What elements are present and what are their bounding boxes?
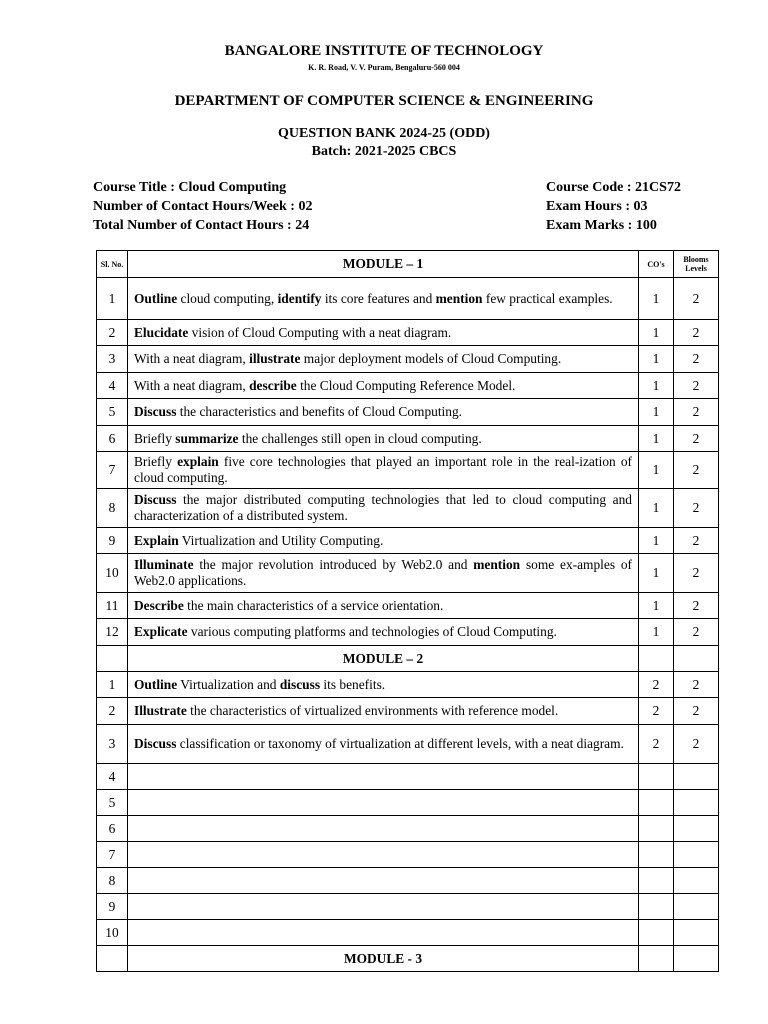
co-value: 1	[639, 373, 674, 399]
question-text-part: the Cloud Computing Reference Model.	[296, 377, 516, 393]
question-number: 6	[97, 816, 128, 842]
question-text	[128, 816, 639, 842]
question-number: 11	[97, 593, 128, 619]
empty-cell	[674, 946, 719, 972]
question-text	[128, 868, 639, 894]
question-number: 10	[97, 920, 128, 946]
question-text-part: With a neat diagram,	[134, 377, 250, 393]
question-number: 7	[97, 452, 128, 489]
question-number: 1	[97, 278, 128, 320]
institute-address: K. R. Road, V. V. Puram, Bengaluru-560 004	[308, 63, 460, 72]
table-row	[97, 894, 719, 920]
question-keyword: identify	[277, 290, 322, 306]
question-text	[128, 764, 639, 790]
total-contact-hours: Total Number of Contact Hours : 24	[93, 218, 310, 233]
question-keyword: explain	[177, 454, 219, 469]
question-keyword: Discuss	[134, 492, 177, 507]
question-text	[128, 698, 639, 725]
question-bank-title: QUESTION BANK 2024-25 (ODD)	[278, 126, 490, 141]
blooms-level-value: 2	[674, 278, 719, 320]
co-value	[639, 764, 674, 790]
question-text	[128, 452, 639, 489]
question-text	[128, 842, 639, 868]
question-number: 5	[97, 399, 128, 426]
blooms-level-value: 2	[674, 489, 719, 528]
question-text	[128, 373, 639, 399]
question-text	[128, 790, 639, 816]
exam-hours: Exam Hours : 03	[546, 199, 648, 214]
question-keyword: describe	[249, 377, 297, 393]
exam-marks: Exam Marks : 100	[546, 218, 657, 233]
blooms-level-value: 2	[674, 725, 719, 764]
institute-name: BANGALORE INSTITUTE OF TECHNOLOGY	[224, 43, 544, 59]
co-header: CO's	[639, 251, 674, 278]
question-keyword: Illuminate	[134, 557, 194, 572]
blooms-level-value	[674, 868, 719, 894]
co-value: 1	[639, 554, 674, 593]
question-text-part: the major revolution introduced by Web2.0 and	[193, 557, 474, 572]
question-text-part: vision of Cloud Computing with a neat diagram.	[188, 324, 452, 340]
co-value: 1	[639, 346, 674, 373]
question-text-part: the main characteristics of a service orientation.	[183, 597, 444, 613]
table-row	[97, 554, 719, 593]
blooms-level-value: 2	[674, 373, 719, 399]
module-3-heading: MODULE - 3	[128, 946, 639, 972]
table-row	[97, 868, 719, 894]
question-text	[128, 920, 639, 946]
question-text-part: its core features and	[321, 290, 436, 306]
blooms-level-value: 2	[674, 452, 719, 489]
question-number: 10	[97, 554, 128, 593]
empty-cell	[674, 646, 719, 672]
module-2-heading: MODULE – 2	[128, 646, 639, 672]
table-header-row	[97, 251, 719, 278]
question-number: 9	[97, 528, 128, 554]
question-text-part: major deployment models of Cloud Computing.	[300, 351, 562, 366]
question-text-part: the challenges still open in cloud computing.	[238, 430, 482, 446]
course-info-right	[546, 178, 681, 235]
question-text-part: the characteristics of virtualized environments with reference model.	[186, 703, 559, 718]
question-text-part: the major distributed computing technologies that led to cloud computing and characterization of a distributed system.	[134, 492, 632, 523]
table-row	[97, 452, 719, 489]
question-keyword: Explicate	[134, 624, 188, 639]
blooms-level-value	[674, 894, 719, 920]
question-text-part: five core technologies that played an important role in the real-ization of cloud computing.	[134, 454, 632, 485]
blooms-level-value	[674, 920, 719, 946]
co-value: 2	[639, 698, 674, 725]
question-text	[128, 320, 639, 346]
question-number: 1	[97, 672, 128, 698]
table-row	[97, 593, 719, 619]
table-row	[97, 346, 719, 373]
table-row	[97, 698, 719, 725]
question-text	[128, 672, 639, 698]
co-value: 1	[639, 619, 674, 646]
blooms-level-value: 2	[674, 593, 719, 619]
co-value	[639, 790, 674, 816]
question-number: 2	[97, 698, 128, 725]
course-info-left	[93, 178, 312, 235]
question-number: 2	[97, 320, 128, 346]
co-value: 2	[639, 725, 674, 764]
question-text	[128, 399, 639, 426]
question-text-part: some ex-amples of Web2.0 applications.	[134, 557, 632, 588]
department-name: DEPARTMENT OF COMPUTER SCIENCE & ENGINEERING	[174, 93, 594, 109]
empty-cell	[97, 946, 128, 972]
question-keyword: Describe	[134, 597, 184, 613]
co-value: 1	[639, 426, 674, 452]
question-text	[128, 894, 639, 920]
batch-label: Batch: 2021-2025 CBCS	[311, 144, 457, 159]
question-keyword: Discuss	[134, 404, 177, 419]
course-title: Course Title : Cloud Computing	[93, 180, 287, 195]
question-keyword: Outline	[134, 290, 178, 306]
table-row	[97, 528, 719, 554]
co-value	[639, 920, 674, 946]
table-row	[97, 764, 719, 790]
module-row	[97, 946, 719, 972]
question-text-part: Virtualization and	[177, 676, 280, 692]
co-value: 1	[639, 489, 674, 528]
question-number: 8	[97, 868, 128, 894]
table-row	[97, 619, 719, 646]
question-number: 12	[97, 619, 128, 646]
question-keyword: Outline	[134, 676, 178, 692]
question-text-part: Briefly	[134, 454, 178, 469]
co-value: 2	[639, 672, 674, 698]
table-row	[97, 320, 719, 346]
question-keyword: mention	[435, 290, 483, 306]
blooms-level-value: 2	[674, 346, 719, 373]
empty-cell	[97, 646, 128, 672]
question-text	[128, 346, 639, 373]
question-keyword: discuss	[279, 676, 321, 692]
co-value: 1	[639, 320, 674, 346]
question-text-part: various computing platforms and technologies of Cloud Computing.	[187, 624, 557, 639]
question-text	[128, 426, 639, 452]
question-number: 7	[97, 842, 128, 868]
question-number: 5	[97, 790, 128, 816]
table-row	[97, 672, 719, 698]
blooms-level-value: 2	[674, 528, 719, 554]
question-number: 6	[97, 426, 128, 452]
table-row	[97, 399, 719, 426]
blooms-level-value: 2	[674, 426, 719, 452]
co-value: 1	[639, 452, 674, 489]
question-text	[128, 554, 639, 593]
table-row	[97, 426, 719, 452]
question-text	[128, 528, 639, 554]
blooms-level-value: 2	[674, 619, 719, 646]
co-value: 1	[639, 593, 674, 619]
blooms-level-value	[674, 790, 719, 816]
question-text-part: Briefly	[134, 430, 176, 446]
blooms-level-value: 2	[674, 554, 719, 593]
question-text-part: classification or taxonomy of virtualization at different levels, with a neat diagram.	[176, 736, 624, 751]
question-text-part: few practical examples.	[482, 290, 613, 306]
question-text	[128, 489, 639, 528]
question-text-part: its benefits.	[320, 676, 386, 692]
co-value	[639, 868, 674, 894]
table-row	[97, 725, 719, 764]
sl-no-header: Sl. No.	[97, 251, 128, 278]
module-1-heading: MODULE – 1	[128, 251, 639, 278]
question-number: 4	[97, 764, 128, 790]
question-keyword: Discuss	[134, 736, 177, 751]
question-number: 3	[97, 346, 128, 373]
question-text	[128, 593, 639, 619]
question-number: 8	[97, 489, 128, 528]
question-number: 9	[97, 894, 128, 920]
table-row	[97, 373, 719, 399]
blooms-level-value	[674, 764, 719, 790]
table-row	[97, 278, 719, 320]
question-text	[128, 619, 639, 646]
question-keyword: summarize	[175, 430, 239, 446]
co-value: 1	[639, 278, 674, 320]
table-row	[97, 842, 719, 868]
blooms-level-value: 2	[674, 399, 719, 426]
question-keyword: mention	[473, 557, 521, 572]
blooms-level-value: 2	[674, 698, 719, 725]
co-value	[639, 894, 674, 920]
co-value	[639, 842, 674, 868]
question-keyword: illustrate	[249, 351, 301, 366]
question-text	[128, 725, 639, 764]
blooms-level-value: 2	[674, 320, 719, 346]
question-text-part: cloud computing,	[177, 290, 278, 306]
empty-cell	[639, 946, 674, 972]
question-table	[96, 250, 719, 972]
table-row	[97, 920, 719, 946]
question-number: 4	[97, 373, 128, 399]
empty-cell	[639, 646, 674, 672]
question-text	[128, 278, 639, 320]
co-value: 1	[639, 528, 674, 554]
question-keyword: Elucidate	[134, 324, 189, 340]
question-keyword: Illustrate	[134, 703, 187, 718]
module-row	[97, 646, 719, 672]
blooms-level-value	[674, 816, 719, 842]
question-text-part: With a neat diagram,	[134, 351, 250, 366]
blooms-level-value	[674, 842, 719, 868]
blooms-level-value: 2	[674, 672, 719, 698]
blooms-header: Blooms Levels	[674, 251, 719, 278]
question-number: 3	[97, 725, 128, 764]
table-row	[97, 489, 719, 528]
question-keyword: Explain	[134, 532, 179, 548]
table-row	[97, 790, 719, 816]
course-code: Course Code : 21CS72	[546, 180, 681, 195]
co-value	[639, 816, 674, 842]
co-value: 1	[639, 399, 674, 426]
table-row	[97, 816, 719, 842]
question-text-part: the characteristics and benefits of Cloud Computing.	[176, 404, 463, 419]
question-text-part: Virtualization and Utility Computing.	[178, 532, 384, 548]
contact-hours-week: Number of Contact Hours/Week : 02	[93, 199, 313, 214]
